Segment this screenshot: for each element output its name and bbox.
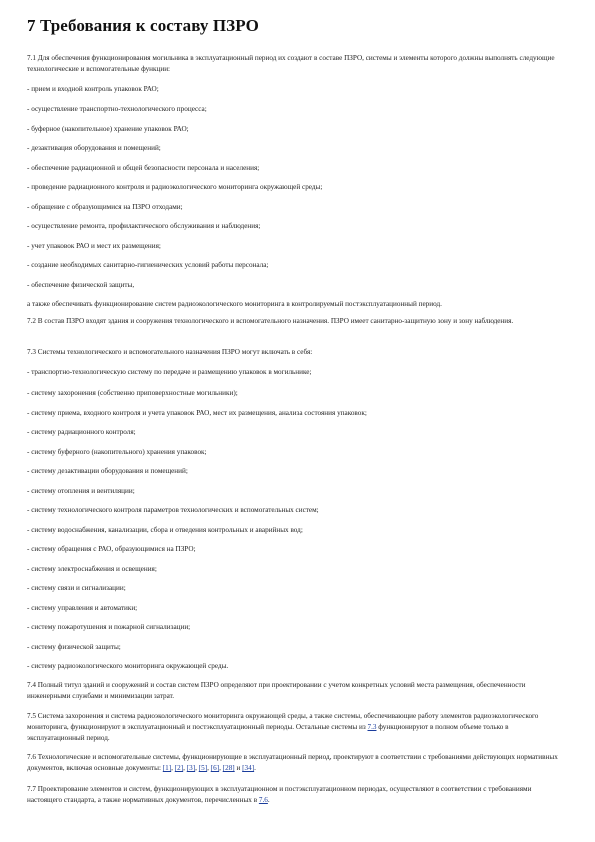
reference-link[interactable]: [5] [198, 764, 208, 772]
function-item: - обеспечение физической защиты, [27, 281, 135, 289]
clause-link-7-3[interactable]: 7.3 [367, 723, 377, 731]
separator: , [171, 764, 175, 772]
system-item: - систему буферного (накопительного) хранения упаковок; [27, 448, 207, 456]
paragraph-7-2: 7.2 В состав ПЗРО входят здания и сооружения технологического и вспомогательного назначения. ПЗРО имеет санитарно-защитную зону и зону наблюдения. [27, 317, 514, 325]
paragraph-7-6-text: 7.6 Технологические и вспомогательные системы, функционирующие в эксплуатационный период, проектируют в соответствии с требованиями действующих нормативных документов, включая основные документы: [27, 753, 558, 772]
function-item: - учет упаковок РАО и мест их размещения; [27, 242, 161, 250]
function-item: - буферное (накопительное) хранение упаковок РАО; [27, 125, 189, 133]
system-item: - систему приема, входного контроля и учета упаковок РАО, мест их размещения, анализа состояния упаковок; [27, 409, 367, 417]
system-item: - систему физической защиты; [27, 643, 121, 651]
separator: , [207, 764, 211, 772]
paragraph-7-5-text-end: функционируют в полном объеме только в эксплуатационный период. [27, 723, 509, 742]
function-item: - обращение с образующимися на ПЗРО отходами; [27, 203, 183, 211]
separator: , [195, 764, 199, 772]
system-item: - систему электроснабжения и освещения; [27, 565, 157, 573]
system-item: - систему радиоэкологического мониторинга окружающей среды. [27, 662, 229, 670]
paragraph-7-5-text: 7.5 Система захоронения и система радиоэкологического мониторинга окружающей среды, а также системы, обеспечивающие работу элементов радиоэкологического мониторинга, функционируют в эксплуатационный и постэксплуатационный периоды. Остальные системы из [27, 712, 539, 731]
function-item: - осуществление транспортно-технологического процесса; [27, 105, 207, 113]
function-item-closing: а также обеспечивать функционирование систем радиоэкологического мониторинга в контролируемый постэксплуатационный период. [27, 300, 442, 308]
paragraph-7-7-text: 7.7 Проектирование элементов и систем, функционирующих в эксплуатационном и постэксплуатационном периодах, осуществляют в соответствии с требованиями настоящего стандарта, а также нормативных документов, перечисленных в [27, 785, 532, 804]
reference-link[interactable]: [28] [222, 764, 235, 772]
system-item: - систему управления и автоматики; [27, 604, 138, 612]
paragraph-7-7 [27, 784, 567, 806]
system-item: - систему пожаротушения и пожарной сигнализации; [27, 623, 191, 631]
system-item: - систему технологического контроля параметров технологических и вспомогательных систем; [27, 506, 319, 514]
paragraph-7-5 [27, 711, 567, 744]
separator: , [183, 764, 187, 772]
system-item: - систему водоснабжения, канализации, сбора и отведения контрольных и аварийных вод; [27, 526, 303, 534]
function-item: - создание необходимых санитарно-гигиенических условий работы персонала; [27, 261, 269, 269]
system-item: - систему захоронения (собственно приповерхностные могильники); [27, 389, 238, 397]
reference-link[interactable]: [2] [174, 764, 184, 772]
function-item: - прием и входной контроль упаковок РАО; [27, 85, 159, 93]
system-item: - систему радиационного контроля; [27, 428, 136, 436]
reference-link[interactable]: [3] [186, 764, 196, 772]
reference-link[interactable]: [6] [210, 764, 220, 772]
paragraph-7-4: 7.4 Полный титул зданий и сооружений и состав систем ПЗРО определяют при проектировании с учетом конкретных условий места размещения, обеспеченности инженерными службами и минимизации затрат. [27, 681, 526, 700]
function-item: - дезактивация оборудования и помещений; [27, 144, 161, 152]
separator: , [219, 764, 223, 772]
function-item: - осуществление ремонта, профилактического обслуживания и наблюдения; [27, 222, 261, 230]
paragraph-7-6-end: . [254, 764, 256, 772]
section-title: 7 Требования к составу ПЗРО [27, 16, 259, 35]
system-item: - систему связи и сигнализации; [27, 584, 126, 592]
function-item: - обеспечение радиационной и общей безопасности персонала и населения; [27, 164, 260, 172]
separator: и [234, 764, 243, 772]
system-item: - систему отопления и вентиляции; [27, 487, 135, 495]
reference-link[interactable]: [1] [162, 764, 172, 772]
system-item: - систему обращения с РАО, образующимися на ПЗРО; [27, 545, 196, 553]
paragraph-7-1: 7.1 Для обеспечения функционирования могильника в эксплуатационный период их создают в составе ПЗРО, системы и элементы которого должны выполнять следующие технологические и вспомогательные функции: [27, 54, 555, 73]
paragraph-7-7-end: . [267, 796, 270, 804]
paragraph-7-3: 7.3 Системы технологического и вспомогательного назначения ПЗРО могут включать в себя: [27, 348, 313, 356]
system-item: - транспортно-технологическую систему по передаче и размещению упаковок в могильнике; [27, 368, 312, 376]
function-item: - проведение радиационного контроля и радиоэкологического мониторинга окружающей среды; [27, 183, 323, 191]
system-item: - систему дезактивации оборудования и помещений; [27, 467, 188, 475]
paragraph-7-6 [27, 752, 567, 774]
reference-link[interactable]: [34] [242, 764, 255, 772]
clause-link-7-6[interactable]: 7.6 [258, 796, 268, 804]
